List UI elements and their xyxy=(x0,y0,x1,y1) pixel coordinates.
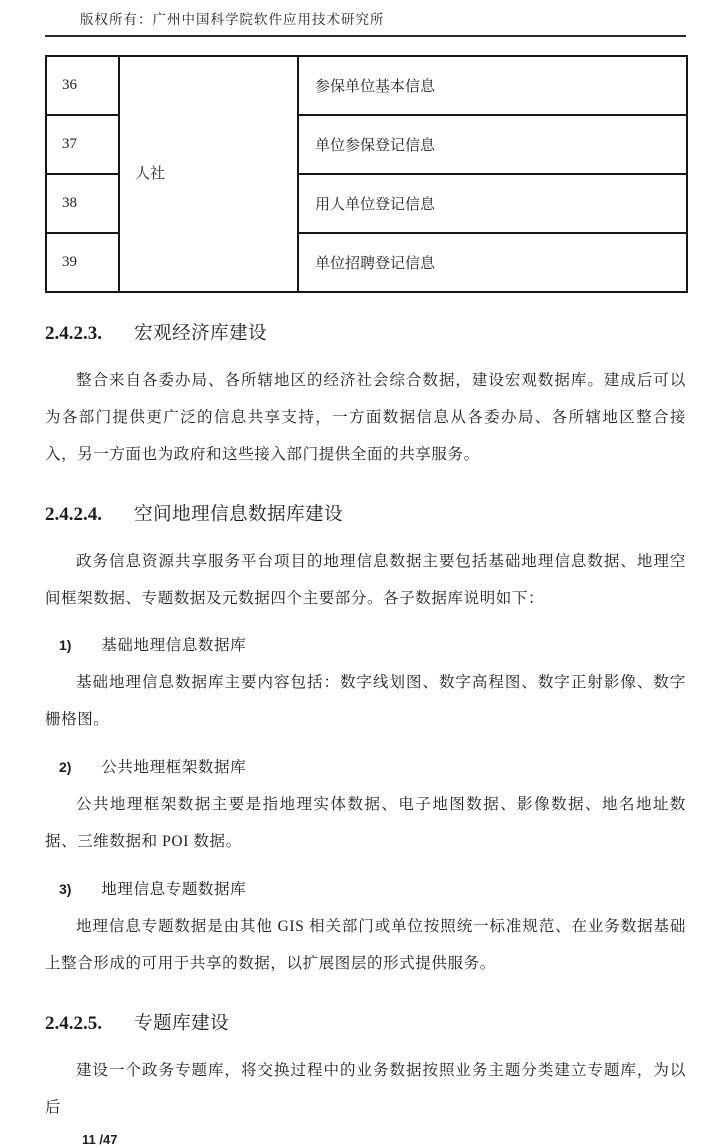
list-item-title: 公共地理框架数据库 xyxy=(101,759,247,777)
list-item-label: 3) xyxy=(59,880,72,897)
list-item-label: 1) xyxy=(59,637,72,654)
table-row xyxy=(46,56,687,115)
list-item-heading-1 xyxy=(45,633,686,655)
item-cell: 用人单位登记信息 xyxy=(298,174,687,233)
section-title: 专题库建设 xyxy=(134,1013,230,1034)
data-table xyxy=(45,55,688,293)
section-number: 2.4.2.4. xyxy=(45,503,102,525)
row-number-cell: 36 xyxy=(46,56,119,115)
list-item-title: 地理信息专题数据库 xyxy=(101,880,247,898)
item-cell: 单位招聘登记信息 xyxy=(298,233,687,292)
section-title: 宏观经济库建设 xyxy=(134,324,268,344)
item-cell: 参保单位基本信息 xyxy=(298,56,687,115)
list-item-heading-3 xyxy=(45,877,686,899)
row-number-cell: 39 xyxy=(46,233,119,292)
list-item-heading-2 xyxy=(45,755,686,777)
section-number: 2.4.2.3. xyxy=(45,323,102,344)
section-heading-2423 xyxy=(45,319,686,345)
list-item-title: 基础地理信息数据库 xyxy=(101,637,247,655)
paragraph: 公共地理框架数据主要是指地理实体数据、电子地图数据、影像数据、地名地址数据、三维数据和 POI 数据。 xyxy=(45,796,686,850)
paragraph: 基础地理信息数据库主要内容包括：数字线划图、数字高程图、数字正射影像、数字栅格图。 xyxy=(45,674,686,729)
section-number: 2.4.2.5. xyxy=(45,1012,102,1034)
paragraph: 政务信息资源共享服务平台项目的地理信息数据主要包括基础地理信息数据、地理空间框架数据、专题数据及元数据四个主要部分。各子数据库说明如下： xyxy=(45,552,686,607)
row-number-cell: 37 xyxy=(46,115,119,174)
row-number-cell: 38 xyxy=(46,174,119,233)
paragraph: 整合来自各委办局、各所辖地区的经济社会综合数据，建设宏观数据库。建成后可以为各部门提供更广泛的信息共享支持，一方面数据信息从各委办局、各所辖地区整合接入，另一方面也为政府和这些接入部门提供全面的共享服务。 xyxy=(45,372,686,463)
department-cell: 人社 xyxy=(119,56,298,292)
paragraph: 建设一个政务专题库，将交换过程中的业务数据按照业务主题分类建立专题库，为以后 xyxy=(45,1061,686,1116)
list-item-label: 2) xyxy=(59,759,72,776)
item-cell: 单位参保登记信息 xyxy=(298,115,687,174)
copyright-text: 版权所有：广州中国科学院软件应用技术研究所 xyxy=(80,12,385,27)
page-number: 11 /47 xyxy=(82,1132,118,1148)
page-header xyxy=(45,8,686,37)
section-heading-2425 xyxy=(45,1009,686,1035)
section-title: 空间地理信息数据库建设 xyxy=(134,504,344,525)
section-heading-2424 xyxy=(45,500,686,526)
paragraph: 地理信息专题数据是由其他 GIS 相关部门或单位按照统一标准规范、在业务数据基础上整合形成的可用于共享的数据，以扩展图层的形式提供服务。 xyxy=(45,917,686,972)
